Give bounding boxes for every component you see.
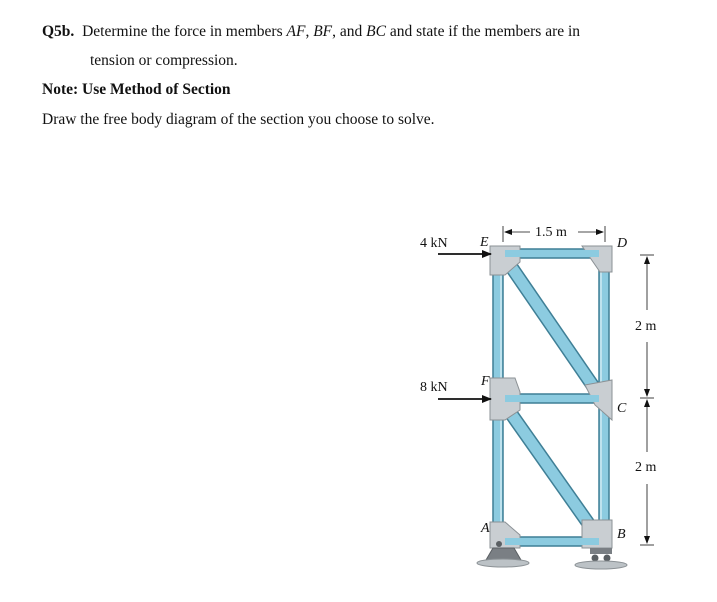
question-line-2: tension or compression. bbox=[90, 52, 238, 69]
dimension-label-height-lower: 2 m bbox=[635, 460, 657, 475]
member-bc: BC bbox=[366, 23, 386, 40]
question-text-end: and state if the members are in bbox=[385, 23, 581, 40]
node-label-a: A bbox=[481, 521, 490, 536]
note-text: Note: Use Method of Section bbox=[42, 81, 231, 98]
dimension-label-width: 1.5 m bbox=[535, 225, 567, 240]
gusset-plate-d bbox=[582, 246, 612, 272]
question-number: Q5b. bbox=[42, 23, 75, 40]
roller-support-b bbox=[575, 548, 627, 569]
member-bf: BF bbox=[313, 23, 333, 40]
separator: , bbox=[305, 23, 314, 40]
member-ab-face bbox=[505, 538, 599, 545]
member-fc-face bbox=[505, 395, 599, 402]
node-label-e: E bbox=[480, 235, 489, 250]
node-label-c: C bbox=[617, 401, 627, 416]
dimension-label-height-upper: 2 m bbox=[635, 319, 657, 334]
load-label-4kn: 4 kN bbox=[420, 236, 448, 251]
node-label-f: F bbox=[481, 374, 490, 389]
diagonal-fc-to-ab bbox=[512, 415, 593, 530]
member-ed-face bbox=[505, 250, 599, 257]
node-label-b: B bbox=[617, 527, 626, 542]
member-af: AF bbox=[286, 23, 306, 40]
separator: , and bbox=[332, 23, 367, 40]
node-label-d: D bbox=[617, 236, 628, 251]
instruction-text: Draw the free body diagram of the section you choose to solve. bbox=[42, 111, 435, 128]
load-label-8kn: 8 kN bbox=[420, 380, 448, 395]
diagonal-ed-to-fc bbox=[512, 268, 593, 386]
question-text: Determine the force in members bbox=[82, 23, 287, 40]
